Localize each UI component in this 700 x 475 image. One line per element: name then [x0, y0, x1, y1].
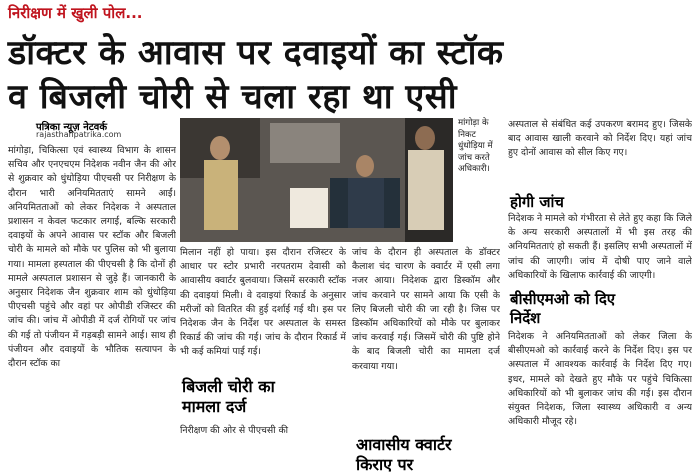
column-4-subhead-1: होगी जांच: [510, 193, 564, 211]
column-2-text-bottom: निरीक्षण की ओर से पीएचसी की: [180, 425, 289, 436]
photo-caption: मांगोड़ा के निकट धुंधोड़िया में जांच करते अधिकारी।: [458, 118, 493, 174]
column-3-subhead-line-2: किराए पर: [356, 455, 414, 474]
column-4-text-mid: निदेशक ने मामले को गंभीरता से लेते हुए कहा कि जिले के अन्य सरकारी अस्पतालों में भी इस तरह की अनियमितताएं हो सकती हैं। इसलिए सभी अस्पतालों में जांच की जाएगी। जांच में दोषी पाए जाने वाले अधिकारियों के खिलाफ कार्रवाई की जाएगी।: [508, 213, 692, 281]
article-column-2-top: [180, 246, 346, 371]
column-2-subhead: [182, 377, 275, 417]
column-3-subhead: [356, 435, 452, 475]
column-4-text-top: अस्पताल से संबंधित कई उपकरण बरामद हुए। जिसके बाद आवास खाली करवाने को निर्देश दिए। यहां जांच हुए दोनों आवास को सील किए गए।: [508, 119, 692, 159]
byline-site: rajasthanpatrika.com: [36, 130, 122, 139]
headline-line-1: डॉक्टर के आवास पर दवाइयों का स्टॉक: [8, 33, 504, 73]
article-column-2-bottom: [180, 424, 346, 466]
column-3-text-top: जांच के दौरान ही अस्पताल के डॉक्टर कैलाश चंद चारण के क्वार्टर में एसी लगा नजर आया। निदेशक द्वारा डिस्कॉम और जांच करवाने पर सामने आया कि एसी के लिए बिजली चोरी की जा रही है। जिस पर डिस्कॉम अधिकारियों को मौके पर बुलाकर जांच करवाई गई। जिसमें चोरी की पुष्टि होने के बाद बिजली चोरी का मामला दर्ज करवाया गया।: [352, 247, 500, 372]
kicker: निरीक्षण में खुली पोल...: [8, 4, 143, 22]
column-4-subhead-2-line-2: निर्देश: [510, 309, 541, 327]
column-1-text: मांगोड़ा, चिकित्सा एवं स्वास्थ्य विभाग के शासन सचिव और एनएचएम निदेशक नवीन जैन की ओर से शुक्रवार को धुंधोड़िया पीएचसी पर निरीक्षण के दौरान भारी अनियमितताएं सामने आईं। अनियमितताओं को लेकर निदेशक ने अस्पताल प्रशासन न केवल फटकार लगाई, बल्कि सरकारी दवाइयों के अपने आवास पर स्टॉक और बिजली चोरी के मामले को मौके पर पुलिस को भी बुलाया गया। मामला हस्पताल की पीएचसी है कि दोनों ही मामले अस्पताल प्रशासन से जुड़े हैं। जानकारी के अनुसार निदेशक जैन शुक्रवार शाम को धुंधोड़िया पीएचसी पहुंचे और वहां पर ओपीडी रजिस्टर की जांच की। जांच में ओपीडी में दर्ज रोगियों पर जांच की गई तो पंजीयन में गड़बड़ी सामने आई। साथ ही पंजीयन और दवाइयों के भौतिक सत्यापन के दौरान स्टॉक का: [8, 145, 176, 370]
article-column-3-top: [352, 246, 500, 429]
photo-illustration: [180, 118, 453, 242]
column-2-subhead-line-1: बिजली चोरी का: [182, 377, 275, 396]
column-4-subhead-2: [510, 290, 615, 328]
column-4-subhead-2-line-1: बीसीएमओ को दिए: [510, 290, 616, 308]
article-column-4-top: [508, 118, 692, 190]
headline-line-2: व बिजली चोरी से चला रहा था एसी: [8, 77, 457, 117]
column-4-text-bottom: निदेशक ने अनियमितताओं को लेकर जिला के बीसीएमओ को कार्रवाई करने के निर्देश दिए। इस पर अस्पताल में आवश्यक कार्रवाई के निर्देश दिए गए। इधर, मामले को देखते हुए मौके पर पहुंचे चिकित्सा अधिकारियों को भी बुलाकर जांच की गई। इस दौरान संयुक्त निदेशक, जिला स्वास्थ्य अधिकारी व अन्य अधिकारी मौजूद रहे।: [508, 331, 692, 428]
news-photo: [180, 118, 453, 242]
column-3-subhead-line-1: आवासीय क्वार्टर: [356, 435, 452, 454]
article-column-4-mid: [508, 212, 692, 286]
column-2-subhead-line-2: मामला दर्ज: [182, 397, 247, 416]
byline-agency: पत्रिका न्यूज़ नेटवर्क: [36, 122, 108, 133]
article-column-4-bottom: [508, 330, 692, 466]
article-column-1: [8, 144, 176, 466]
column-2-text-top: मिलान नहीं हो पाया। इस दौरान रजिस्टर के आधार पर स्टोर प्रभारी नरपतराम देवासी को आवासीय क्वार्टर बुलवाया। जिसमें सरकारी स्टॉक की दवाइयां मिली। वे दवाइयां रिकार्ड के अनुसार मरीजों को वितरित की हुई दर्शाई गई थी। इस पर निदेशक जैन के निर्देश पर अस्पताल के समस्त रिकार्ड की जांच की गई। जांच के दौरान रिकार्ड में भी कई कमियां पाई गई।: [180, 247, 346, 358]
